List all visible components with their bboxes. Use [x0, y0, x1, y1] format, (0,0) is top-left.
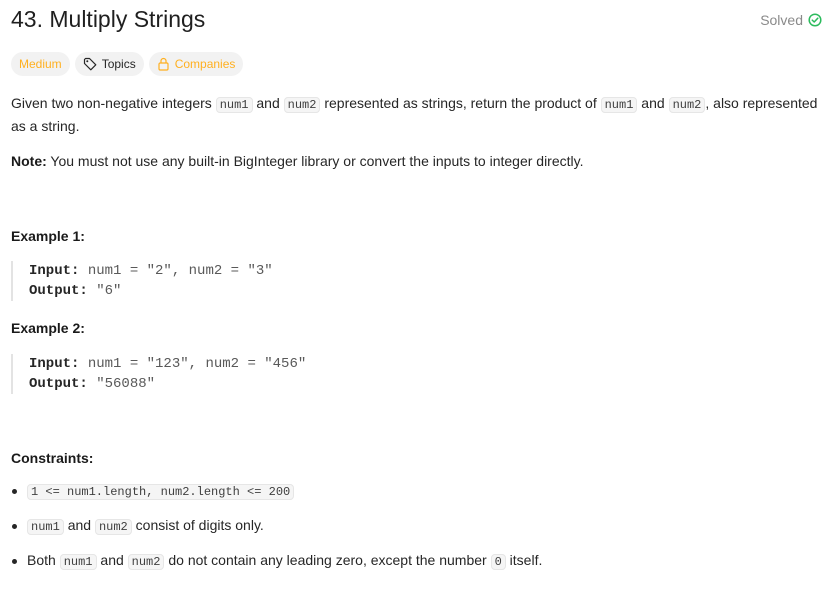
- companies-button[interactable]: [149, 52, 244, 76]
- solved-status: [760, 12, 822, 28]
- constraint-text: itself.: [505, 552, 543, 568]
- inline-code: num1: [216, 97, 253, 113]
- example-2-heading: Example 2:: [11, 320, 85, 336]
- note-text: You must not use any built-in BigInteger library or convert the inputs to integer directly.: [46, 153, 584, 169]
- constraint-text: and: [63, 517, 95, 533]
- output-label: Output:: [29, 376, 88, 392]
- inline-code: num2: [284, 97, 321, 113]
- example-output: "56088": [87, 376, 156, 392]
- example-1-block: [11, 261, 329, 301]
- problem-description: [11, 93, 821, 137]
- desc-text: and: [637, 95, 669, 111]
- desc-text: represented as strings, return the product of: [320, 95, 601, 111]
- constraint-text: do not contain any leading zero, except the number: [164, 552, 491, 568]
- constraint-text: consist of digits only.: [131, 517, 264, 533]
- constraint-item: [11, 515, 821, 538]
- note-paragraph: [11, 151, 821, 172]
- problem-title: 43. Multiply Strings: [11, 6, 206, 32]
- example-input: num1 = "123", num2 = "456": [79, 356, 307, 372]
- tag-row: [11, 52, 243, 76]
- difficulty-badge[interactable]: [11, 52, 70, 76]
- inline-code: num2: [669, 97, 706, 113]
- input-label: Input:: [29, 263, 80, 279]
- constraint-text: Both: [27, 552, 60, 568]
- inline-code: num2: [95, 519, 132, 535]
- constraint-text: and: [96, 552, 128, 568]
- difficulty-label: Medium: [19, 57, 62, 71]
- example-input: num1 = "2", num2 = "3": [79, 263, 273, 279]
- inline-code: num1: [27, 519, 64, 535]
- note-label: Note:: [11, 153, 47, 169]
- inline-code: num2: [128, 554, 165, 570]
- inline-code: 0: [491, 554, 506, 570]
- example-output: "6": [87, 283, 122, 299]
- example-1-heading: Example 1:: [11, 228, 85, 244]
- desc-text: , also represented as a string.: [11, 95, 818, 134]
- desc-text: and: [252, 95, 284, 111]
- inline-code: num1: [601, 97, 638, 113]
- constraint-item: [11, 550, 821, 573]
- tag-icon: [83, 57, 97, 71]
- constraint-item: [11, 480, 821, 503]
- solved-label: Solved: [760, 12, 803, 28]
- output-label: Output:: [29, 283, 88, 299]
- inline-code: 1 <= num1.length, num2.length <= 200: [27, 484, 294, 500]
- topics-button[interactable]: [75, 52, 144, 76]
- check-circle-icon: [808, 13, 822, 27]
- companies-label: Companies: [174, 57, 236, 71]
- constraints-list: [11, 480, 821, 585]
- topics-label: Topics: [101, 57, 136, 71]
- desc-text: Given two non-negative integers: [11, 95, 216, 111]
- input-label: Input:: [29, 356, 80, 372]
- constraints-heading: Constraints:: [11, 450, 94, 466]
- example-2-block: [11, 354, 329, 394]
- lock-icon: [157, 57, 170, 71]
- inline-code: num1: [60, 554, 97, 570]
